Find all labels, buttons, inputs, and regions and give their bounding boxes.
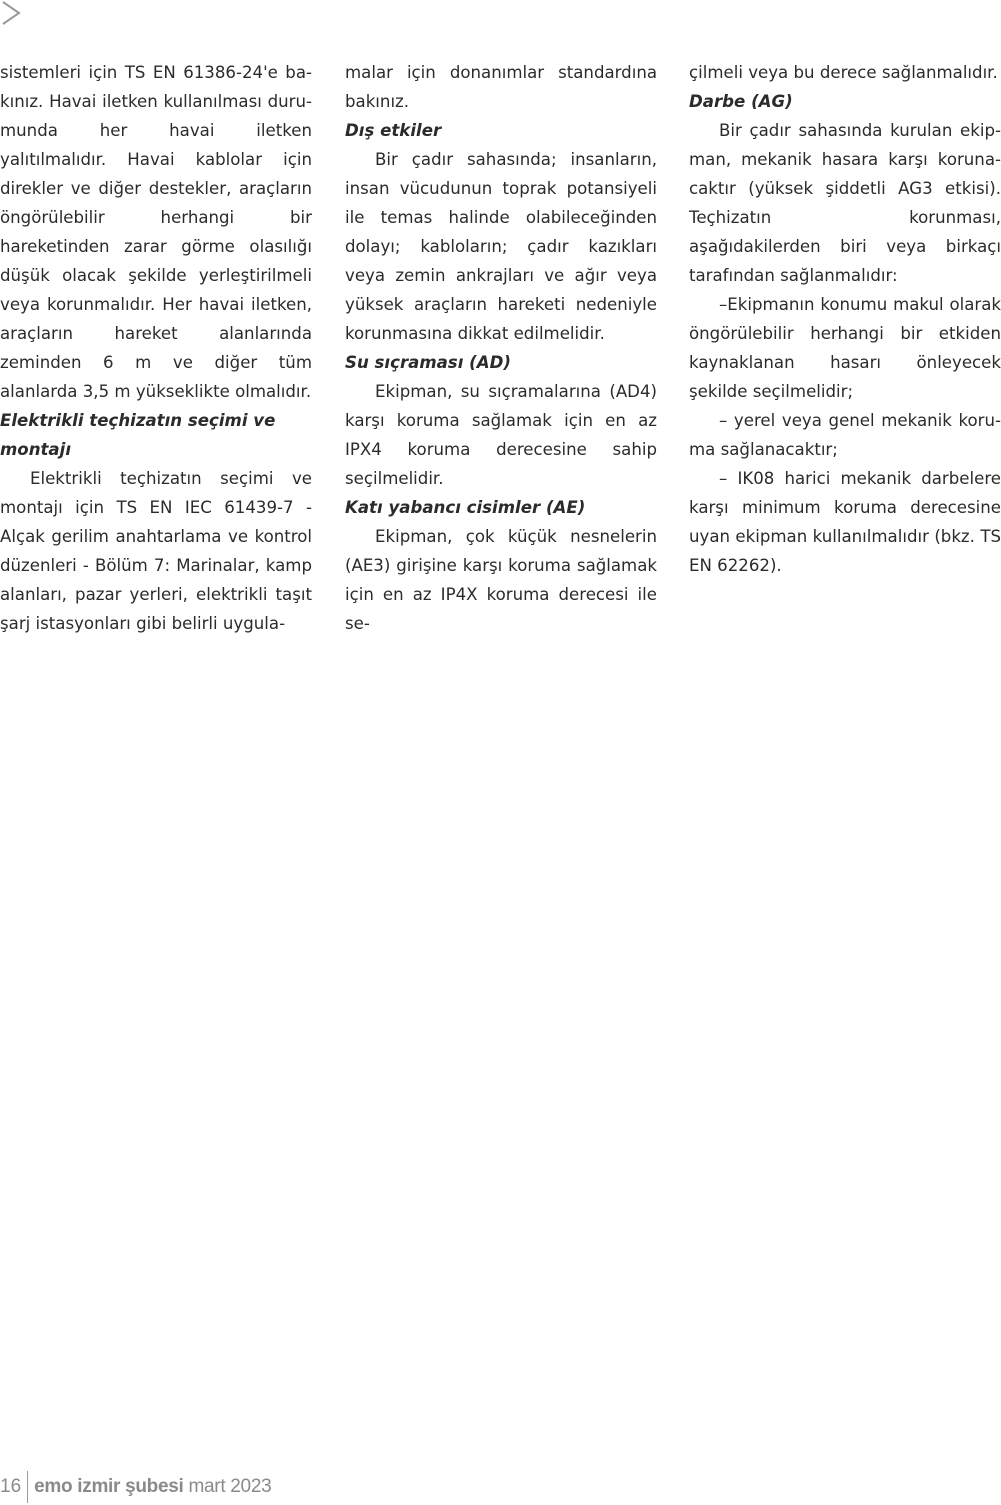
section-heading: Dış etkiler	[345, 121, 442, 140]
footer-divider	[27, 1471, 28, 1503]
paragraph: Bir çadır sahasında kurulan ekipman, mekanik hasara karşı korunacaktır (yüksek şiddetli AG3 etkisi). Teçhizatın korunması, aşağıdakilerden biri veya birkaçı tarafından sağlanmalıdır:	[689, 121, 1001, 285]
list-item: – IK08 harici mekanik darbelere karşı minimum koruma derecesine uyan ekipman kullanılmalıdır (bkz. TS EN 62262).	[689, 469, 1001, 575]
paragraph: Ekipman, çok küçük nesnelerin (AE3) girişine karşı koruma sağlamak için en az IP4X koruma derecesi ile se-	[345, 527, 657, 633]
section-heading: Darbe (AG)	[689, 92, 793, 111]
paragraph: Bir çadır sahasında; insanların, insan vücudunun toprak potansiyeli ile temas halinde olabileceğinden dolayı; kabloların; çadır kazıkları veya zemin ankrajları ve ağır veya yüksek araçların hareketi nedeniyle korunmasına dikkat edilmelidir.	[345, 150, 657, 343]
paragraph: sistemleri için TS EN 61386-24'e bakınız. Havai iletken kullanılması durumunda her havai iletken yalıtılmalıdır. Havai kablolar için direkler ve diğer destekler, araçların öngörülebilir herhangi bir hareketinden zarar görme olasılığı düşük olacak şekilde yerleştirilmeli veya korunmalıdır. Her havai iletken, araçların hareket alanlarında zeminden 6 m ve diğer tüm alanlarda 3,5 m yükseklikte olmalıdır.	[0, 63, 312, 401]
paragraph: Elektrikli teçhizatın seçimi ve montajı için TS EN IEC 61439-7 - Alçak gerilim anahtarlama ve kontrol düzenleri - Bölüm 7: Marinalar, kamp alanları, pazar yerleri, elektrikli taşıt şarj istasyonları gibi belirli uygula-	[0, 469, 312, 633]
column-1	[0, 58, 312, 638]
issue-date: mart 2023	[188, 1476, 272, 1497]
column-2	[345, 58, 657, 638]
paragraph: Ekipman, su sıçramalarına (AD4) karşı koruma sağlamak için en az IPX4 koruma derecesine sahip seçilmelidir.	[345, 382, 657, 488]
page-footer	[0, 1470, 271, 1504]
chevron-right-icon	[0, 0, 24, 28]
paragraph: çilmeli veya bu derece sağlanmalıdır.	[689, 63, 998, 82]
column-3	[689, 58, 1001, 580]
section-heading: Su sıçraması (AD)	[345, 353, 511, 372]
list-item: – yerel veya genel mekanik koruma sağlanacaktır;	[689, 411, 1001, 459]
page-number: 16	[0, 1476, 22, 1497]
section-heading: Elektrikli teçhizatın seçimi ve montajı	[0, 411, 276, 459]
list-item: –Ekipmanın konumu makul olarak öngörülebilir herhangi bir etkiden kaynaklanan hasarı önleyecek şekilde seçilmelidir;	[689, 295, 1001, 401]
section-heading: Katı yabancı cisimler (AE)	[345, 498, 586, 517]
paragraph: malar için donanımlar standardına bakınız.	[345, 63, 657, 111]
publication-name: emo izmir şubesi	[34, 1476, 184, 1497]
